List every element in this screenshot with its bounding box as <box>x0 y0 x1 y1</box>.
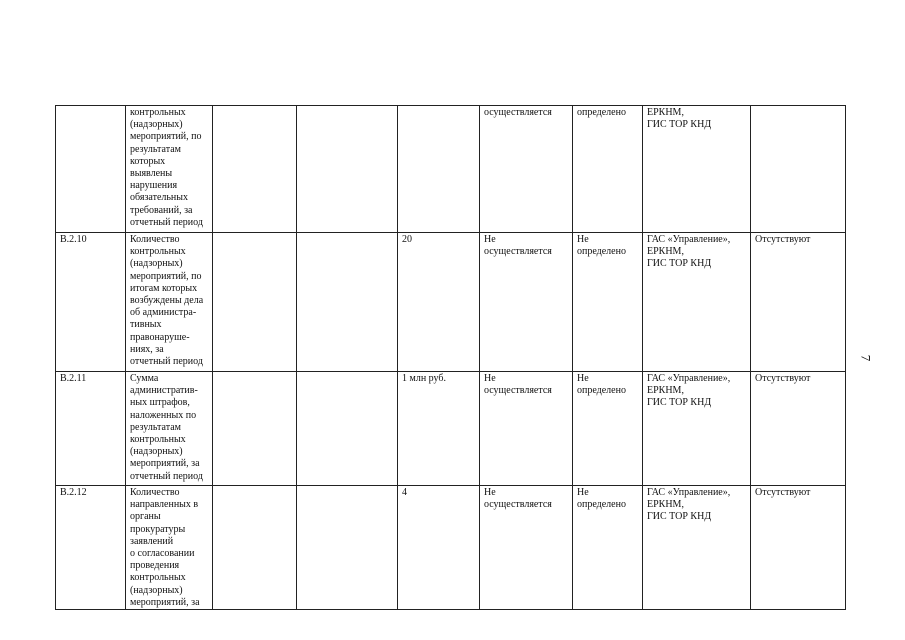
cell-data-source: ГАС «Управление», ЕРКНМ, ГИС ТОР КНД <box>643 486 751 610</box>
cell-target-value: 4 <box>398 486 480 610</box>
cell-code: В.2.12 <box>56 486 126 610</box>
cell-empty <box>213 486 297 610</box>
cell-target-value: 20 <box>398 233 480 372</box>
cell-defined: определено <box>573 106 643 233</box>
cell-notes: Отсутствуют <box>751 372 846 486</box>
cell-defined: Не определено <box>573 486 643 610</box>
cell-code: В.2.10 <box>56 233 126 372</box>
table-row <box>56 486 846 610</box>
cell-target-value <box>398 106 480 233</box>
page-number: 7 <box>858 354 874 362</box>
cell-target-value: 1 млн руб. <box>398 372 480 486</box>
cell-code: В.2.11 <box>56 372 126 486</box>
cell-empty <box>297 106 398 233</box>
cell-notes: Отсутствуют <box>751 486 846 610</box>
cell-empty <box>297 486 398 610</box>
cell-data-source: ЕРКНМ, ГИС ТОР КНД <box>643 106 751 233</box>
cell-notes <box>751 106 846 233</box>
cell-data-source: ГАС «Управление», ЕРКНМ, ГИС ТОР КНД <box>643 233 751 372</box>
cell-status: Не осуществляется <box>480 486 573 610</box>
cell-data-source: ГАС «Управление», ЕРКНМ, ГИС ТОР КНД <box>643 372 751 486</box>
cell-empty <box>213 106 297 233</box>
cell-notes: Отсутствуют <box>751 233 846 372</box>
cell-defined: Не определено <box>573 233 643 372</box>
cell-indicator-name: Сумма административ- ных штрафов, наложенных по результатам контрольных (надзорных) мероприятий, за отчетный период <box>126 372 213 486</box>
cell-empty <box>213 233 297 372</box>
table-row <box>56 372 846 486</box>
cell-status: Не осуществляется <box>480 233 573 372</box>
cell-code <box>56 106 126 233</box>
cell-indicator-name: Количество направленных в органы прокуратуры заявлений о согласовании проведения контрольных (надзорных) мероприятий, за <box>126 486 213 610</box>
cell-indicator-name: Количество контрольных (надзорных) мероприятий, по итогам которых возбуждены дела об администра- тивных правонаруше- ниях, за отчетный период <box>126 233 213 372</box>
indicators-table <box>55 105 846 610</box>
table-row <box>56 106 846 233</box>
cell-empty <box>213 372 297 486</box>
cell-empty <box>297 372 398 486</box>
cell-defined: Не определено <box>573 372 643 486</box>
table-row <box>56 233 846 372</box>
cell-indicator-name: контрольных (надзорных) мероприятий, по результатам которых выявлены нарушения обязательных требований, за отчетный период <box>126 106 213 233</box>
cell-status: Не осуществляется <box>480 372 573 486</box>
cell-status: осуществляется <box>480 106 573 233</box>
cell-empty <box>297 233 398 372</box>
